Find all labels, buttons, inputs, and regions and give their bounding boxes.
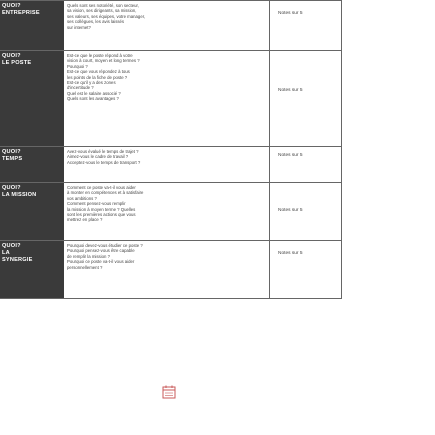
question-line: à monter en compétences et à satisfaire	[67, 190, 144, 196]
question-line: Comment ce poste va-t-il vous aider	[67, 185, 136, 190]
category-cell	[0, 147, 64, 182]
question-line: Est-ce que le poste répond à votre	[67, 53, 133, 58]
category-label: QUOI?	[2, 53, 21, 59]
question-line: Quel est le salaire associé ?	[67, 90, 121, 96]
question-line: ses valeurs, ses équipes, votre manager,	[67, 13, 146, 19]
question-line: sur internet?	[67, 24, 91, 30]
category-cell	[0, 183, 64, 240]
calendar-icon	[162, 385, 176, 399]
category-cell	[0, 1, 64, 50]
question-line: les points de la fiche de poste ?	[67, 74, 128, 80]
category-label: QUOI?	[2, 3, 21, 9]
question-line: Aimez-vous le cadre de travail ?	[67, 154, 129, 160]
table-row	[0, 182, 341, 240]
category-cell	[0, 241, 64, 298]
question-line: Quels sont ses notoriété, son secteur,	[67, 3, 139, 8]
score-label: Notes sur 5	[278, 88, 303, 93]
question-line: mettrez en place ?	[67, 217, 103, 223]
question-line: Avez-vous évalué le temps de trajet ?	[67, 149, 139, 154]
question-line: ses collègues, les avis laissés	[67, 19, 125, 25]
score-cell[interactable]	[270, 147, 341, 182]
question-line: d'incertitude ?	[67, 85, 94, 91]
question-line: personnellement ?	[67, 264, 103, 270]
questions-cell	[64, 51, 270, 146]
questions-cell	[64, 241, 270, 298]
category-label: LA MISSION	[2, 192, 37, 199]
score-label: Notes sur 5	[278, 251, 303, 256]
table-row	[0, 50, 341, 146]
score-cell[interactable]	[270, 51, 341, 146]
category-label: QUOI?	[2, 243, 21, 249]
question-line: Pourquoi pensez-vous être capable	[67, 248, 135, 254]
table-row	[0, 146, 341, 182]
questions-cell	[64, 183, 270, 240]
category-label: QUOI?	[2, 185, 21, 191]
category-label: QUOI?	[2, 149, 21, 155]
category-label: LA	[2, 250, 10, 257]
question-line: la mission à moyen terme ? Quelles	[67, 206, 136, 212]
question-line: Est-ce que vous répondez à tous	[67, 69, 130, 75]
category-cell	[0, 51, 64, 146]
question-line: sa vision, ses dirigeants, sa mission,	[67, 8, 137, 14]
question-line: Quels sont les avantages ?	[67, 96, 119, 102]
score-cell[interactable]	[270, 241, 341, 298]
question-line: Pourquoi ?	[67, 63, 88, 69]
score-label: Notes sur 5	[278, 208, 303, 213]
questions-cell	[64, 147, 270, 182]
table-row	[0, 0, 341, 50]
category-label: LE POSTE	[2, 60, 32, 67]
question-line: Pourquoi devez-vous étudier ce poste ?	[67, 243, 143, 248]
question-line: Est-ce qu'il y a des zones	[67, 80, 116, 86]
category-label: ENTREPRISE	[2, 10, 40, 17]
table-row	[0, 240, 341, 298]
category-label: SYNERGIE	[2, 257, 33, 264]
score-label: Notes sur 5	[278, 153, 303, 158]
question-line: Comment pensez-vous remplir	[67, 201, 126, 207]
question-line: vision à court, moyen et long termes ?	[67, 58, 140, 64]
category-label: TEMPS	[2, 156, 23, 163]
question-line: de remplir la mission ?	[67, 253, 110, 259]
question-line: Acceptez-vous le temps de transport ?	[67, 159, 141, 165]
question-line: vos ambitions ?	[67, 195, 97, 201]
score-label: Notes sur 5	[278, 11, 303, 16]
question-line: sont les premières actions que vous	[67, 212, 136, 218]
score-cell[interactable]	[270, 1, 341, 50]
score-cell[interactable]	[270, 183, 341, 240]
question-line: Pourquoi ce poste va-t-il vous aider	[67, 259, 135, 265]
questions-cell	[64, 1, 270, 50]
